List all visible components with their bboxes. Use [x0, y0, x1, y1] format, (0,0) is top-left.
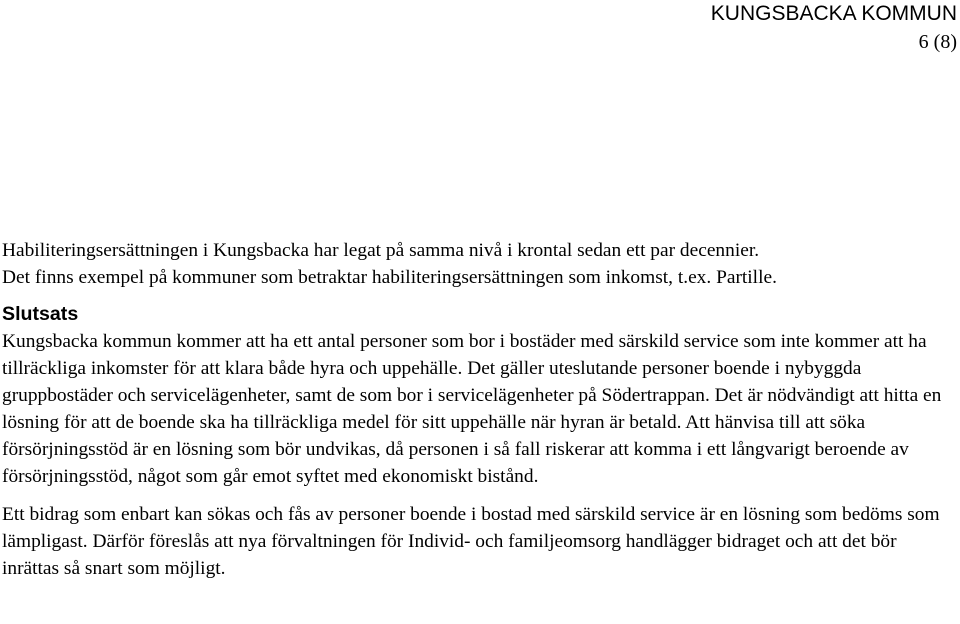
- organization-name: KUNGSBACKA KOMMUN: [710, 2, 957, 25]
- page-number: 6 (8): [918, 31, 957, 53]
- intro-line-2: Det finns exempel på kommuner som betraktar habiliteringsersättningen som inkomst, t.ex. Partille.: [2, 267, 777, 288]
- conclusion-paragraph-1: Kungsbacka kommun kommer att ha ett antal personer som bor i bostäder med särskild service som inte kommer att ha tillräckliga inkomster för att klara både hyra och uppehälle. Det gäller uteslutande personer boende i nybyggda gruppbostäder och servicelägenheter, samt de som bor i servicelägenheter på Södertrappan. Det är nödvändigt att hitta en lösning för att de boende ska ha tillräckliga medel för sitt uppehälle när hyran är betald. Att hänvisa till att söka försörjningsstöd är en lösning som bör undvikas, då personen i så fall riskerar att komma i ett långvarigt beroende av försörjningsstöd, något som går emot syftet med ekonomiskt bistånd.: [2, 331, 942, 487]
- page-header: [711, 0, 957, 56]
- document-body: [2, 237, 956, 582]
- section-heading-conclusion: Slutsats: [2, 303, 79, 325]
- conclusion-paragraph-2: Ett bidrag som enbart kan sökas och fås av personer boende i bostad med särskild service är en lösning som bedöms som lämpligast. Därför föreslås att nya förvaltningen för Individ- och familjeomsorg handlägger bidraget och att det bör inrättas så snart som möjligt.: [2, 504, 940, 579]
- intro-line-1: Habiliteringsersättningen i Kungsbacka har legat på samma nivå i krontal sedan ett par decennier.: [2, 240, 760, 261]
